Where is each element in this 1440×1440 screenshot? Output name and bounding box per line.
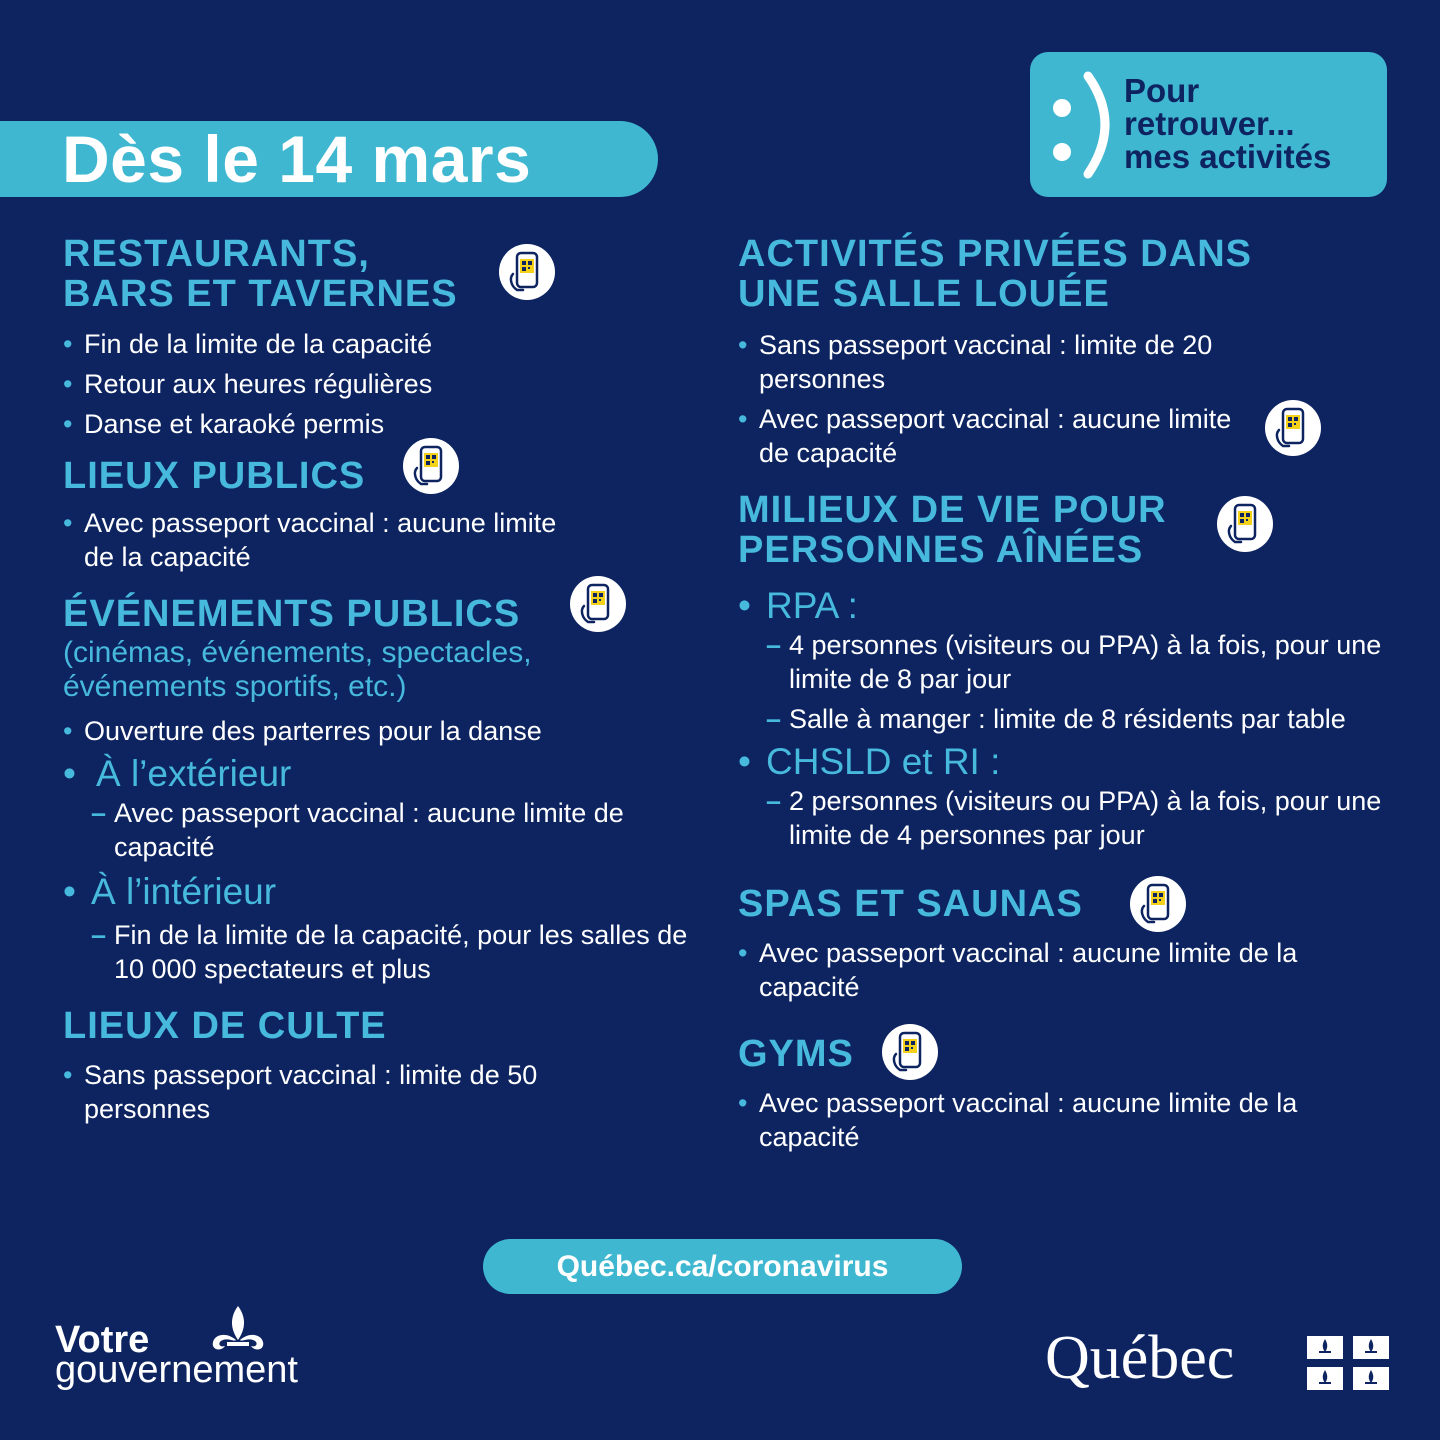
phone-qr-icon	[1130, 876, 1186, 932]
section-title: GYMS	[738, 1033, 854, 1075]
left-column	[63, 234, 703, 1126]
dash-item: – Avec passeport vaccinal : aucune limite de capacité	[63, 796, 674, 864]
list-item: • Ouverture des parterres pour la danse	[63, 714, 703, 748]
promo-line: Pour	[1124, 72, 1200, 109]
list-item: • Sans passeport vaccinal : limite de 20 personnes	[738, 328, 1279, 396]
section-activites	[738, 234, 1408, 470]
list-item: • Danse et karaoké permis	[63, 407, 703, 441]
quebec-flag-icon	[1307, 1336, 1389, 1390]
section-title	[738, 490, 1408, 570]
quebec-wordmark: Québec	[1045, 1324, 1235, 1392]
right-column	[738, 234, 1408, 1154]
quebec-logo	[1045, 1318, 1395, 1408]
gov-line: gouvernement	[55, 1349, 298, 1391]
section-title: LIEUX PUBLICS	[63, 455, 366, 497]
section-title: ÉVÉNEMENTS PUBLICS	[63, 593, 521, 635]
list-item: • Sans passeport vaccinal : limite de 50 personnes	[63, 1058, 603, 1126]
title-line: PERSONNES AÎNÉES	[738, 529, 1144, 571]
dash-item: – 2 personnes (visiteurs ou PPA) à la fois, pour une limite de 4 personnes par jour	[738, 784, 1389, 852]
list-item: • Avec passeport vaccinal : aucune limite de la capacité	[738, 936, 1358, 1004]
promo-line: retrouver...	[1124, 105, 1295, 142]
promo-text	[1124, 74, 1331, 173]
list-item: • Fin de la limite de la capacité	[63, 327, 703, 361]
section-title: SPAS ET SAUNAS	[738, 883, 1083, 925]
sub-heading-rpa: • RPA :	[738, 584, 1408, 628]
sub-heading-chsld: • CHSLD et RI :	[738, 740, 1408, 784]
phone-qr-icon	[1265, 400, 1321, 456]
dash-item: – Salle à manger : limite de 8 résidents par table	[738, 700, 1399, 738]
section-lieux-publics	[63, 456, 703, 574]
dash-item: – Fin de la limite de la capacité, pour les salles de 10 000 spectateurs et plus	[63, 918, 694, 986]
section-gyms	[738, 1034, 1408, 1154]
phone-qr-icon	[570, 576, 626, 632]
section-title: LIEUX DE CULTE	[63, 1005, 387, 1047]
promo-box	[1030, 52, 1387, 197]
title-line: MILIEUX DE VIE POUR	[738, 489, 1167, 531]
section-restaurants	[63, 234, 703, 441]
phone-qr-icon	[403, 438, 459, 494]
title-line: ACTIVITÉS PRIVÉES DANS	[738, 233, 1252, 275]
smiley-icon	[1048, 62, 1120, 186]
list-item: • Retour aux heures régulières	[63, 367, 703, 401]
dash-item: – 4 personnes (visiteurs ou PPA) à la fois, pour une limite de 8 par jour	[738, 628, 1389, 696]
section-title	[738, 234, 1408, 314]
gov-line: Votre	[55, 1319, 150, 1361]
list-item: • Avec passeport vaccinal : aucune limite de la capacité	[63, 506, 583, 574]
gov-logo	[55, 1300, 375, 1400]
page-title: Dès le 14 mars	[62, 122, 532, 196]
section-subtitle: (cinémas, événements, spectacles, événements sportifs, etc.)	[63, 636, 532, 703]
phone-qr-icon	[499, 244, 555, 300]
fleur-de-lis-icon	[205, 1304, 271, 1360]
promo-line: mes activités	[1124, 138, 1332, 175]
phone-qr-icon	[1217, 496, 1273, 552]
coronavirus-link[interactable]: Québec.ca/coronavirus	[483, 1239, 962, 1294]
list-item: • Avec passeport vaccinal : aucune limite de capacité	[738, 402, 1259, 470]
title-line: BARS ET TAVERNES	[63, 273, 458, 315]
title-line: UNE SALLE LOUÉE	[738, 273, 1110, 315]
date-banner	[0, 121, 658, 197]
section-spas	[738, 884, 1408, 1004]
sub-heading-interieur: • À l’intérieur	[63, 870, 703, 914]
sub-heading-exterieur: • À l’extérieur	[63, 752, 703, 796]
section-milieux	[738, 490, 1408, 852]
title-line: RESTAURANTS,	[63, 233, 370, 275]
section-evenements	[63, 594, 703, 986]
section-culte	[63, 1006, 703, 1126]
list-item: • Avec passeport vaccinal : aucune limite de la capacité	[738, 1086, 1358, 1154]
phone-qr-icon	[882, 1024, 938, 1080]
section-title	[63, 234, 703, 314]
